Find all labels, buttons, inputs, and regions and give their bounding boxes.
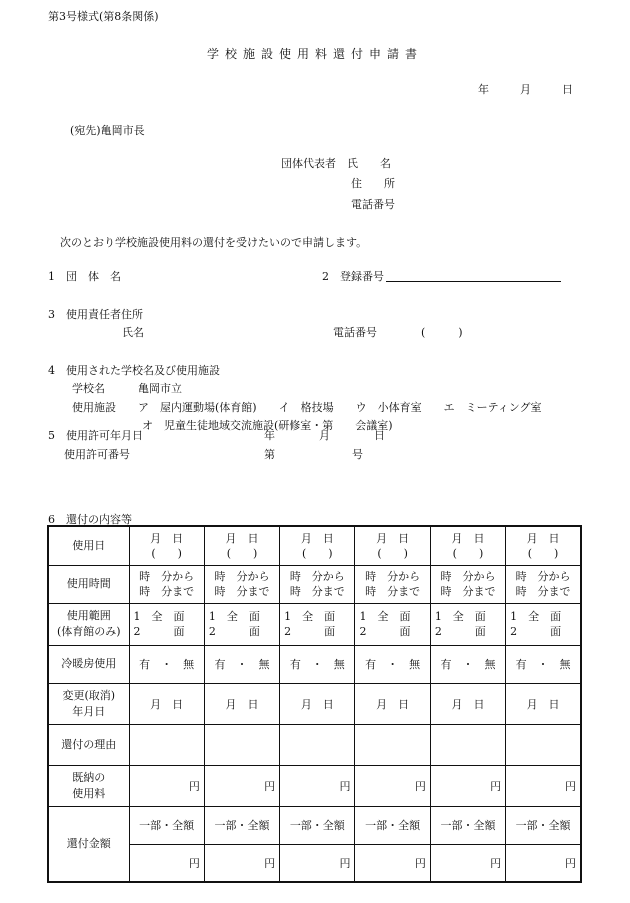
paid-fee-cell[interactable] — [355, 765, 430, 806]
refund-yen-cell[interactable] — [506, 844, 581, 882]
aircon-cell[interactable] — [280, 645, 355, 683]
change-date-header — [48, 683, 129, 724]
change-month-day: 月 日 — [451, 697, 485, 711]
time-from: 時 分から — [289, 570, 345, 583]
change-month-day: 月 日 — [150, 697, 184, 711]
time-to: 時 分まで — [440, 585, 496, 598]
change-date-cell[interactable] — [506, 683, 581, 724]
row-use-date — [48, 526, 581, 565]
row-use-range — [48, 603, 581, 645]
aircon-header: 冷暖房使用 — [48, 645, 129, 683]
applicant-tel-label: 電話番号 — [351, 198, 395, 211]
use-time-header: 使用時間 — [48, 565, 129, 603]
use-range-cell[interactable] — [355, 603, 430, 645]
row-paid-fee — [48, 765, 581, 806]
time-from: 時 分から — [440, 570, 496, 583]
paid-yen: 円 — [490, 779, 502, 793]
header-date — [478, 81, 573, 97]
responsible-tel-label: 電話番号 ( ) — [333, 326, 463, 339]
date-weekday: ( ) — [452, 546, 484, 560]
aircon-cell[interactable] — [506, 645, 581, 683]
applicant-rep-name-label: 団体代表者 氏 名 — [281, 157, 391, 170]
change-date-cell[interactable] — [280, 683, 355, 724]
range-option-2: 2 面 — [510, 625, 562, 638]
header-day: 日 — [562, 83, 573, 96]
time-from: 時 分から — [365, 570, 421, 583]
range-option-1: 1 全 面 — [208, 610, 260, 623]
paid-fee-cell[interactable] — [430, 765, 505, 806]
paid-fee-cell[interactable] — [506, 765, 581, 806]
range-option-2: 2 面 — [434, 625, 486, 638]
refund-yen: 円 — [490, 856, 502, 870]
group-name-label: 1 団 体 名 — [48, 270, 121, 283]
header-month: 月 — [520, 83, 531, 96]
refund-amount-header: 還付金額 — [48, 806, 129, 882]
change-month-day: 月 日 — [376, 697, 410, 711]
use-range-cell[interactable] — [430, 603, 505, 645]
use-date-cell[interactable] — [355, 526, 430, 565]
use-time-cell[interactable] — [129, 565, 204, 603]
row-aircon — [48, 645, 581, 683]
time-to: 時 分まで — [365, 585, 421, 598]
permit-number-label: 使用許可番号 — [64, 448, 130, 461]
refund-yen-cell[interactable] — [430, 844, 505, 882]
change-month-day: 月 日 — [526, 697, 560, 711]
intro-text: 次のとおり学校施設使用料の還付を受けたいので申請します。 — [60, 236, 368, 249]
school-facility-heading: 4 使用された学校名及び使用施設 — [48, 364, 220, 377]
registration-number-line[interactable] — [386, 281, 561, 282]
use-date-cell[interactable] — [430, 526, 505, 565]
reason-cell[interactable] — [129, 724, 204, 765]
paid-fee-header-l2: 使用料 — [72, 786, 106, 800]
range-option-1: 1 全 面 — [359, 610, 411, 623]
date-weekday: ( ) — [377, 546, 408, 560]
time-to: 時 分まで — [515, 585, 571, 598]
date-weekday: ( ) — [302, 546, 333, 560]
range-option-2: 2 面 — [359, 625, 411, 638]
refund-type-cell[interactable] — [129, 806, 204, 844]
use-time-cell[interactable] — [506, 565, 581, 603]
registration-number-label: 2 登録番号 — [322, 270, 384, 283]
date-month-day: 月 日 — [451, 531, 485, 545]
paid-fee-header — [48, 765, 129, 806]
paid-yen: 円 — [565, 779, 576, 793]
aircon-cell[interactable] — [204, 645, 279, 683]
date-month-day: 月 日 — [300, 531, 334, 545]
reason-cell[interactable] — [506, 724, 581, 765]
refund-yen-cell[interactable] — [204, 844, 279, 882]
paid-yen: 円 — [264, 779, 276, 793]
aircon-choice: 有 ・ 無 — [214, 658, 270, 671]
row-refund-type — [48, 806, 581, 844]
date-month-day: 月 日 — [526, 531, 560, 545]
time-to: 時 分まで — [289, 585, 345, 598]
range-option-1: 1 全 面 — [434, 610, 486, 623]
reason-header: 還付の理由 — [48, 724, 129, 765]
date-month-day: 月 日 — [150, 531, 184, 545]
use-range-cell[interactable] — [280, 603, 355, 645]
addressee: (宛先)亀岡市長 — [70, 124, 145, 137]
refund-type-cell[interactable] — [506, 806, 581, 844]
refund-yen-cell[interactable] — [129, 844, 204, 882]
use-date-cell[interactable] — [280, 526, 355, 565]
permit-date-value: 年 月 日 — [264, 429, 385, 442]
reason-cell[interactable] — [430, 724, 505, 765]
use-range-header-l1: 使用範囲 — [66, 609, 111, 622]
date-weekday: ( ) — [151, 546, 182, 560]
paid-yen: 円 — [414, 779, 426, 793]
time-to: 時 分まで — [139, 585, 195, 598]
responsible-address-label: 3 使用責任者住所 — [48, 308, 143, 321]
facility-options-line1: 使用施設 ア 屋内運動場(体育館) イ 格技場 ウ 小体育室 エ ミーティング室 — [72, 401, 542, 414]
date-weekday: ( ) — [527, 546, 559, 560]
refund-yen: 円 — [565, 856, 576, 870]
refund-yen-cell[interactable] — [355, 844, 430, 882]
change-date-cell[interactable] — [430, 683, 505, 724]
aircon-cell[interactable] — [355, 645, 430, 683]
aircon-choice: 有 ・ 無 — [515, 658, 571, 671]
applicant-address-label: 住 所 — [351, 177, 395, 190]
use-date-cell[interactable] — [506, 526, 581, 565]
refund-partial-full: 一部・全額 — [139, 819, 195, 832]
refund-type-cell[interactable] — [430, 806, 505, 844]
use-range-cell[interactable] — [204, 603, 279, 645]
time-to: 時 分まで — [214, 585, 270, 598]
use-time-cell[interactable] — [280, 565, 355, 603]
responsible-name-label: 氏名 — [122, 326, 144, 339]
refund-yen-cell[interactable] — [280, 844, 355, 882]
paid-fee-cell[interactable] — [280, 765, 355, 806]
form-number: 第3号様式(第8条関係) — [48, 10, 159, 23]
range-option-1: 1 全 面 — [133, 610, 185, 623]
aircon-choice: 有 ・ 無 — [365, 658, 421, 671]
range-option-1: 1 全 面 — [284, 610, 336, 623]
paid-fee-header-l1: 既納の — [72, 770, 106, 784]
refund-partial-full: 一部・全額 — [440, 819, 496, 832]
reason-cell[interactable] — [355, 724, 430, 765]
paid-fee-cell[interactable] — [204, 765, 279, 806]
document-title: 学校施設使用料還付申請書 — [206, 47, 423, 61]
aircon-choice: 有 ・ 無 — [139, 658, 195, 671]
aircon-choice: 有 ・ 無 — [289, 658, 345, 671]
paid-fee-cell[interactable] — [129, 765, 204, 806]
use-time-cell[interactable] — [430, 565, 505, 603]
refund-type-cell[interactable] — [280, 806, 355, 844]
change-month-day: 月 日 — [300, 697, 334, 711]
change-date-cell[interactable] — [204, 683, 279, 724]
refund-partial-full: 一部・全額 — [289, 819, 345, 832]
paid-yen: 円 — [339, 779, 351, 793]
refund-type-cell[interactable] — [355, 806, 430, 844]
change-month-day: 月 日 — [225, 697, 259, 711]
refund-yen: 円 — [188, 856, 200, 870]
refund-yen: 円 — [414, 856, 426, 870]
use-date-cell[interactable] — [129, 526, 204, 565]
range-option-2: 2 面 — [284, 625, 336, 638]
refund-details-heading: 6 還付の内容等 — [48, 513, 132, 526]
refund-yen: 円 — [339, 856, 351, 870]
use-time-cell[interactable] — [204, 565, 279, 603]
permit-number-value: 第 号 — [264, 448, 363, 461]
paid-yen: 円 — [188, 779, 200, 793]
use-range-header — [48, 603, 129, 645]
permit-date-label: 5 使用許可年月日 — [48, 429, 143, 442]
date-month-day: 月 日 — [225, 531, 259, 545]
reason-cell[interactable] — [280, 724, 355, 765]
school-name-label: 学校名 亀岡市立 — [72, 382, 182, 395]
time-from: 時 分から — [214, 570, 270, 583]
refund-yen: 円 — [264, 856, 276, 870]
range-option-2: 2 面 — [133, 625, 185, 638]
refund-type-cell[interactable] — [204, 806, 279, 844]
use-date-cell[interactable] — [204, 526, 279, 565]
aircon-cell[interactable] — [129, 645, 204, 683]
use-range-cell[interactable] — [129, 603, 204, 645]
facility-options-line2: オ 児童生徒地域交流施設(研修室・第 会議室) — [142, 419, 393, 432]
aircon-cell[interactable] — [430, 645, 505, 683]
refund-partial-full: 一部・全額 — [515, 819, 571, 832]
range-option-2: 2 面 — [208, 625, 260, 638]
time-from: 時 分から — [515, 570, 571, 583]
date-weekday: ( ) — [226, 546, 258, 560]
change-date-cell[interactable] — [129, 683, 204, 724]
refund-table — [47, 525, 582, 883]
reason-cell[interactable] — [204, 724, 279, 765]
change-date-header-l1: 変更(取消) — [62, 688, 116, 702]
header-year: 年 — [478, 83, 489, 96]
change-date-header-l2: 年月日 — [72, 704, 106, 718]
row-reason — [48, 724, 581, 765]
aircon-choice: 有 ・ 無 — [440, 658, 496, 671]
refund-partial-full: 一部・全額 — [214, 819, 270, 832]
range-option-1: 1 全 面 — [510, 610, 562, 623]
use-date-header: 使用日 — [48, 526, 129, 565]
use-range-cell[interactable] — [506, 603, 581, 645]
row-change-date — [48, 683, 581, 724]
date-month-day: 月 日 — [376, 531, 410, 545]
refund-partial-full: 一部・全額 — [365, 819, 421, 832]
use-time-cell[interactable] — [355, 565, 430, 603]
row-use-time — [48, 565, 581, 603]
change-date-cell[interactable] — [355, 683, 430, 724]
use-range-header-l2: (体育館のみ) — [56, 625, 121, 638]
time-from: 時 分から — [139, 570, 195, 583]
